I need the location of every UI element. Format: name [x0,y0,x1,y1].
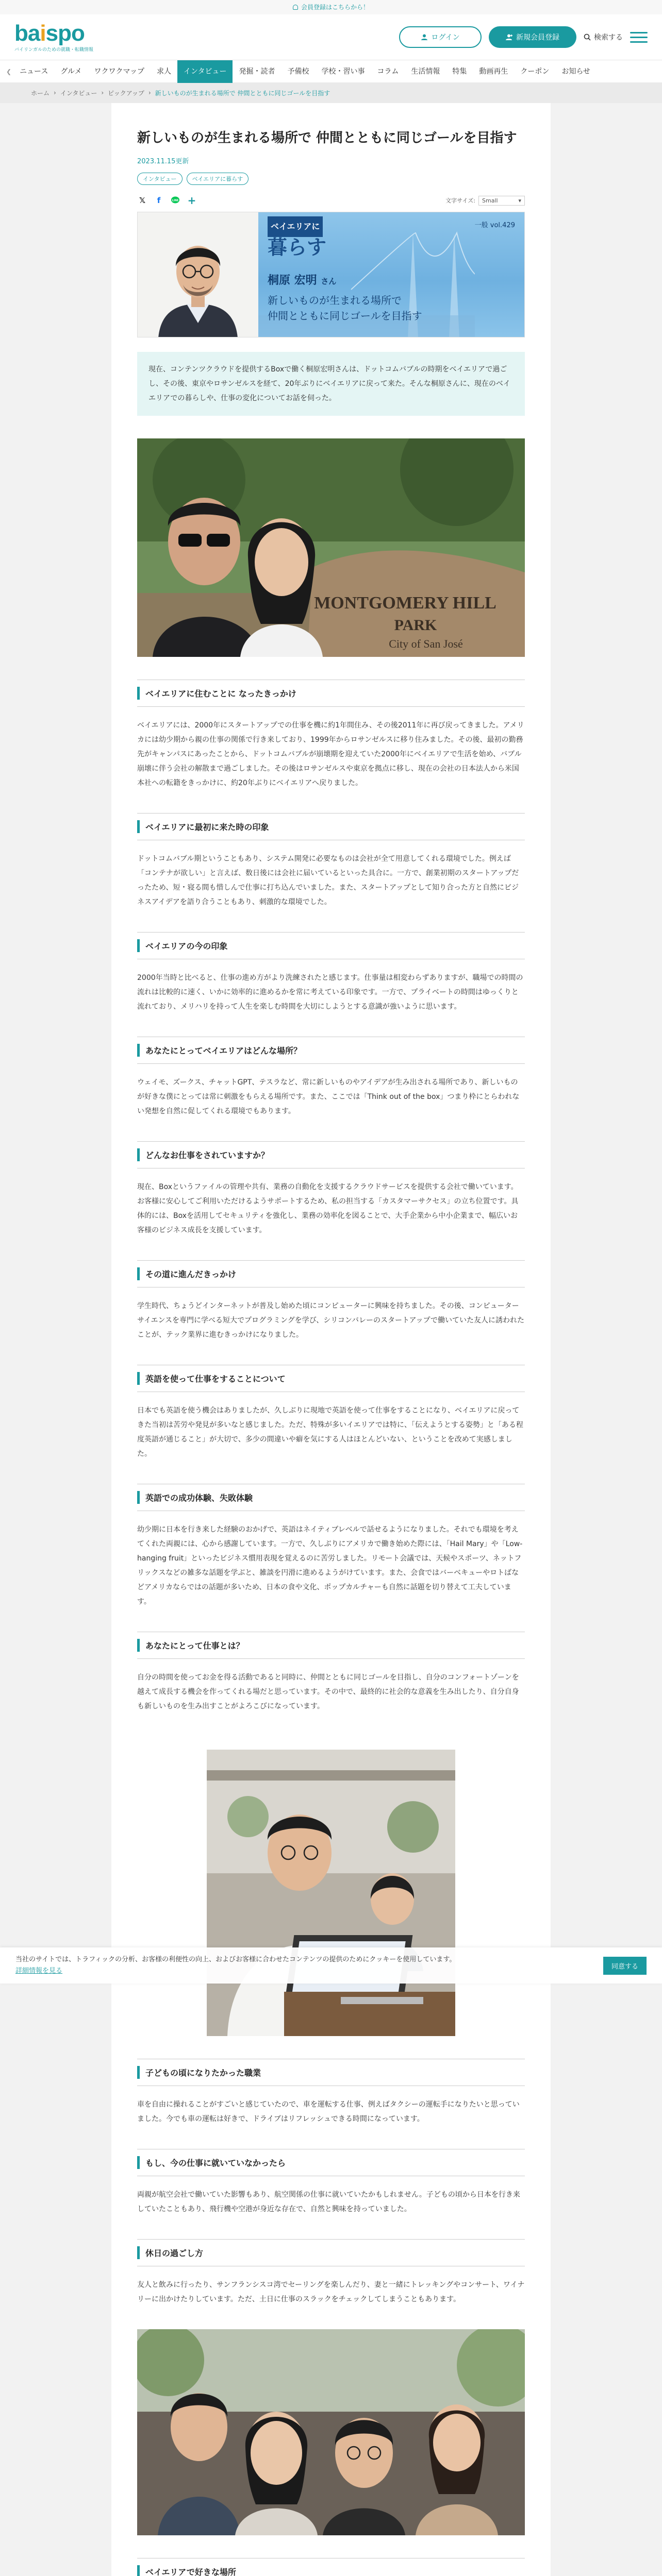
line-share-icon[interactable] [170,195,180,206]
section-paragraph: 現在、Boxというファイルの管理や共有、業務の自動化を支援するクラウドサービスを提供する会社で働いています。お客様に安心してご利用いただけるようサポートするため、私の担当する「カスタマーサクセス」の立ち位置です。具体的には、Boxを活用してセキュリティを強化し、業務の効率化を図ることで、大手企業から中小企業まで、幅広いお客様のビジネス成長を支援しています。 [137,1183,519,1234]
section-4 [137,1037,525,1118]
article [111,103,551,2576]
breadcrumb: ホーム › インタビュー › ピックアップ › 新しいものが生まれる場所で 仲間とともに同じゴールを目指す [0,82,662,103]
series-title-small: ベイエリアに [268,216,323,237]
cookie-accept-button[interactable]: 同意する [603,1957,647,1975]
svg-text:LINE: LINE [172,199,179,202]
nav-item[interactable]: コラム [377,67,399,76]
photo-couple-park-sign [137,438,525,657]
section-heading: あなたにとって仕事とは？ [137,1632,525,1659]
font-size-select[interactable]: Small ▾ [478,196,525,206]
nav-prev-icon[interactable]: ❮ [6,67,12,75]
series-title [268,216,326,258]
login-button[interactable] [399,26,482,48]
sign-line3: City of San José [389,637,463,650]
section-9 [137,1632,525,1714]
section-paragraph: 学生時代、ちょうどインターネットが普及し始めた頃にコンピューターに興味を持ちました。その後、コンピューターサイエンスを専門に学べる短大でプログラミングを学び、シリコンバレーのスタートアップで働いていた友人に誘われたことが、テック業界に進むきっかけになりました。 [137,1302,524,1339]
tag[interactable]: インタビュー [137,173,183,185]
section-paragraph: 両親が航空会社で働いていた影響もあり、航空関係の仕事に就いていたかもしれません。子どもの頃から日本を行き来していたこともあり、飛行機や空港が身近な存在で、自然と興味を持っていました。 [137,2191,520,2213]
section-heading: あなたにとってベイエリアはどんな場所？ [137,1037,525,1064]
section-13 [137,2558,525,2576]
site-header [0,14,662,60]
cookie-details-link[interactable]: 詳細情報を見る [15,1967,63,1975]
section-1 [137,680,525,790]
section-6 [137,1260,525,1342]
interviewee-name: 桐原 宏明 さん [268,274,337,287]
article-date: 2023.11.15更新 [137,158,189,165]
section-paragraph: ウェイモ、ズークス、チャットGPT、テスラなど、常に新しいものやアイデアが生み出される場所であり、新しいものが好きな僕にとっては常に刺激をもらえる場所です。また、ここでは「Think out of the box」つまり枠にとらわれない発想を自然に促してくれる環境でもあります。 [137,1078,520,1115]
section-paragraph: 2000年当時と比べると、仕事の進め方がより洗練されたと感じます。仕事量は相変わらずありますが、職場での時間の流れは比較的に速く、いかに効率的に進めるかを常に考えている印象です。一方で、プライベートの時間はゆっくりと流れており、メリハリを持って人生を楽しむ時間を大切にしようとする意識が強いように思います。 [137,974,523,1011]
main-nav [0,60,662,82]
nav-item[interactable]: 学校・習い事 [321,67,365,76]
series-title-main: 暮らす [268,235,327,259]
section-heading: もし、今の仕事に就いていなかったら [137,2149,525,2176]
section-paragraph: 日本でも英語を使う機会はありましたが、久しぶりに現地で英語を使って仕事をすることになり、ベイエリアに戻ってきた当初は苦労や発見が多いなと感じました。ただ、特殊が多いイエリアでは特に、「伝えようとする姿勢」と「ある程度英語が通じること」が大切で、多少の間違いや癖を気にする人はほとんどいない、ということを改めて実感しました。 [137,1406,523,1458]
cookie-text-block [15,1954,603,1977]
nav-item-active[interactable]: インタビュー [177,60,233,83]
section-11 [137,2149,525,2216]
sign-line1: MONTGOMERY HILL [314,594,496,613]
nav-item[interactable]: クーポン [520,67,550,76]
share-row [137,195,525,206]
section-heading: 英語での成功体験、失敗体験 [137,1484,525,1511]
nav-item[interactable]: 求人 [157,67,171,76]
section-10 [137,2059,525,2126]
font-size-control [445,196,525,206]
breadcrumb-current: 新しいものが生まれる場所で 仲間とともに同じゴールを目指す [155,89,330,97]
section-heading: 子どもの頃になりたかった職業 [137,2059,525,2086]
bell-icon [293,5,298,10]
section-paragraph: 幼少期に日本を行き来した経験のおかげで、英語はネイティブレベルで話せるようになりました。それでも環境を考えてくれた両親には、心から感謝しています。一方で、久しぶりにアメリカで働き始めた際には、「Hail Mary」や「Low-hanging fruit」といったビジネス慣用表現を覚えるのに苦労しました。リモート会議では、天候やスポーツ、ネットフリックスなどの雑多な話題を学ぶと、雑談を円滑に進めるようがけています。また、会食ではバーベキューやロトばなどアメリカならではの話題が多いため、日本の食や文化、ポップカルチャーも自然に話題を切り替えて工夫しています。 [137,1526,523,1606]
section-heading: ベイエリアに最初に来た時の印象 [137,813,525,840]
section-heading: どんなお仕事をされていますか？ [137,1141,525,1168]
section-heading: ベイエリアで好きな場所 [137,2558,525,2576]
notice-bar[interactable] [0,0,662,14]
nav-item[interactable]: 予備校 [287,67,309,76]
section-heading: ベイエリアに住むことに なったきっかけ [137,680,525,707]
nav-item[interactable]: グルメ [60,67,82,76]
nav-item[interactable]: 生活情報 [411,67,440,76]
nav-item[interactable]: 動画再生 [479,67,508,76]
section-12 [137,2239,525,2307]
user-icon [421,33,428,41]
article-title: 新しいものが生まれる場所で 仲間とともに同じゴールを目指す [137,130,517,146]
nav-item[interactable]: 発掘・読者 [239,67,275,76]
portrait-photo [138,212,258,337]
facebook-share-icon[interactable]: f [157,196,161,205]
nav-item[interactable]: ニュース [20,67,48,76]
chevron-down-icon: ▾ [518,197,521,204]
cookie-banner [0,1947,662,1984]
register-label: 新規会員登録 [516,33,559,42]
section-paragraph: 自分の時間を使ってお金を得る活動であると同時に、仲間とともに同じゴールを目指し、自分のコンフォートゾーンを越えて成長する機会を作ってくれる場だと思っています。その中で、最終的に社会的な意義を生み出したり、自分自身も新しいものを生み出すことがよろこびになっています。 [137,1673,519,1710]
breadcrumb-topic[interactable]: ピックアップ [108,89,144,97]
section-8 [137,1484,525,1609]
tag[interactable]: ベイエリアに暮らす [187,173,249,185]
section-heading: 英語を使って仕事をすることについて [137,1365,525,1392]
hamburger-menu-icon[interactable] [630,32,648,43]
nav-item[interactable]: ワクワクマップ [94,67,144,76]
user-add-icon [506,33,513,41]
search-button[interactable] [584,32,623,42]
notice-text: 会員登録はこちらから！ [301,4,369,11]
hero-banner [137,212,525,337]
section-paragraph: ドットコムバブル期ということもあり、システム開発に必要なものは会社が全て用意してくれる環境でした。例えば「コンテナが欲しい」と言えば、数日後には会社に届いているといった具合に。一方で、創業初期のスタートアップだったため、短・寝る間も惜しんで仕事に打ち込んでいました。また、スタートアップとして知り合った方と自然にビジネスアイデアを語り合うこともあり、刺激的な環境でした。 [137,855,519,906]
series-banner [258,212,524,337]
section-paragraph: 友人と飲みに行ったり、サンフランシスコ湾でセーリングを楽しんだり、妻と一緒にトレッキングやコンサート、ワイナリーに出かけたりしています。ただ、土日に仕事のスラックをチェックしてしまうこともあります。 [137,2281,525,2303]
section-3 [137,932,525,1014]
section-paragraph: 車を自由に操れることがすごいと感じていたので、車を運転する仕事、例えばタクシーの運転手になりたいと思っていました。今でも車の運転は好きで、ドライブはリフレッシュできる時間になっています。 [137,2100,520,2123]
nav-item[interactable]: お知らせ [561,67,590,76]
section-paragraph: ベイエリアには、2000年にスタートアップでの仕事を機に約1年間住み、その後2011年に再び戻ってきました。アメリカには幼少期から親の仕事の関係で行き来しており、1999年からロサンゼルスに移り住みました。その後、最初の勤務先がキャンパスにあったことから、ドットコムバブルが崩壊期を迎えていた2000年にベイエリアで生活を始め、バブル崩壊に伴う会社の解散まで過ごしました。その後はロサンゼルスや東京を拠点に移し、現在の会社の日本法人から米国本社への転籍をきっかけに、約20年ぶりにベイエリアへ戻りました。 [137,721,524,787]
search-icon [584,33,591,41]
cookie-text: 当社のサイトでは、トラフィックの分析、お客様の利便性の向上、およびお客様に合わせたコンテンツの提供のためにクッキーを使用しています。 [15,1956,456,1963]
section-heading: ベイエリアの今の印象 [137,932,525,959]
hero-subtitle: 新しいものが生まれる場所で 仲間とともに同じゴールを目指す [268,294,422,322]
login-label: ログイン [431,33,460,42]
register-button[interactable] [489,26,576,48]
site-logo[interactable] [14,22,93,53]
logo-text: baispo [14,20,85,46]
section-heading: 休日の過ごし方 [137,2239,525,2266]
nav-item[interactable]: 特集 [452,67,467,76]
plus-share-icon[interactable]: + [187,194,196,207]
font-size-label: 文字サイズ: [445,197,475,204]
logo-subtitle: バイリンガルのための就職・転職情報 [14,47,94,53]
search-label: 検索する [594,33,623,42]
x-share-icon[interactable]: 𝕏 [139,196,146,205]
article-lead: 現在、コンテンツクラウドを提供するBoxで働く桐原宏明さんは、ドットコムバブルの時期をベイエリアで過ごし、その後、東京やロサンゼルスを経て、20年ぶりにベイエリアに戻って来た。そんな桐原さんに、現在のベイエリアでの暮らしや、仕事の変化についてお話を伺った。 [137,352,525,416]
section-heading: その道に進んだきっかけ [137,1260,525,1287]
section-5 [137,1141,525,1238]
section-7 [137,1365,525,1461]
breadcrumb-home[interactable]: ホーム [31,89,50,97]
series-volume: 一般 vol.429 [474,222,515,229]
tag-list [137,173,525,185]
sign-line2: PARK [394,617,437,634]
photo-laptop-office [207,1750,455,2036]
photo-group-selfie [137,2329,525,2535]
breadcrumb-section[interactable]: インタビュー [60,89,97,97]
header-actions [399,26,648,48]
section-2 [137,813,525,909]
